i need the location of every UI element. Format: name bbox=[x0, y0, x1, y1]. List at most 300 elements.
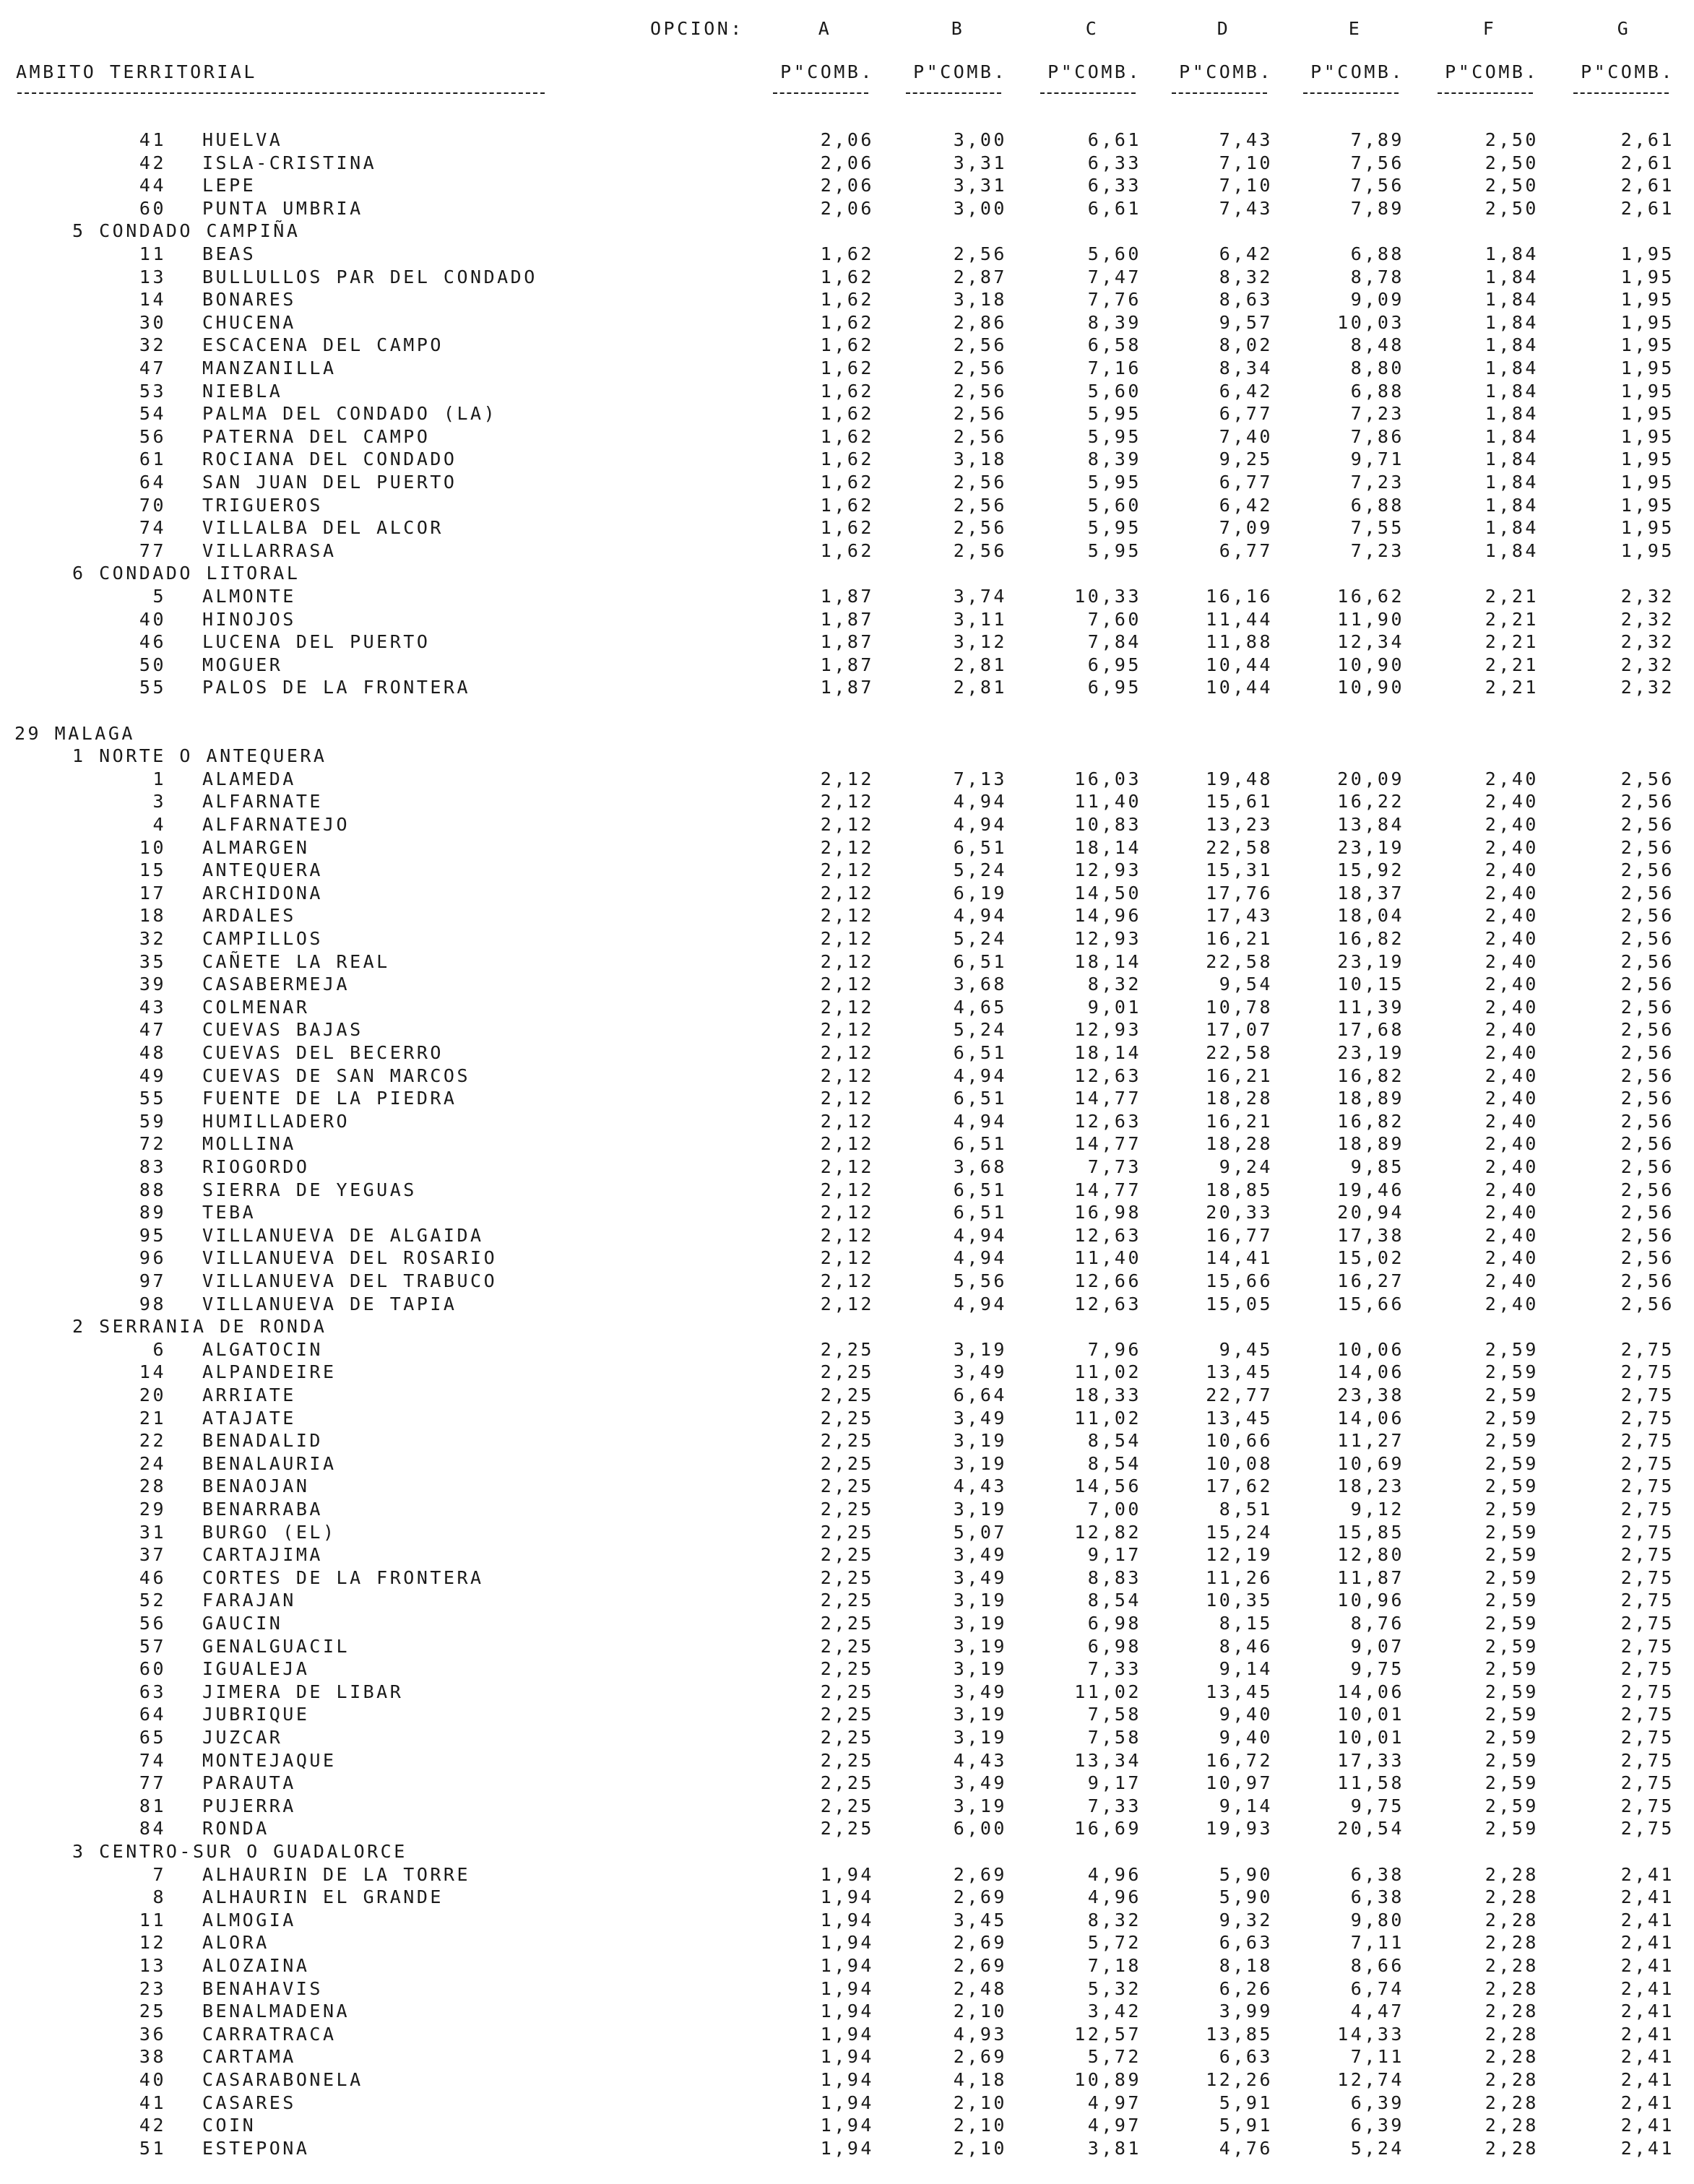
municipality-code: 28 bbox=[139, 1476, 166, 1496]
municipality-name: JIMERA DE LIBAR bbox=[202, 1681, 404, 1702]
value-cell-e: 6,38 bbox=[1350, 1886, 1404, 1907]
value-cell-e: 20,94 bbox=[1337, 1202, 1404, 1223]
value-cell-b: 4,18 bbox=[953, 2069, 1007, 2090]
value-cell-f: 2,40 bbox=[1485, 1179, 1539, 1200]
value-cell-f: 2,59 bbox=[1485, 1613, 1539, 1634]
municipality-code: 55 bbox=[139, 1088, 166, 1109]
municipality-code: 31 bbox=[139, 1522, 166, 1543]
value-cell-b: 3,00 bbox=[953, 198, 1007, 219]
value-cell-g: 2,32 bbox=[1620, 677, 1674, 698]
municipality-name: MOLLINA bbox=[202, 1133, 296, 1154]
value-cell-f: 2,59 bbox=[1485, 1795, 1539, 1816]
value-cell-b: 3,19 bbox=[953, 1795, 1007, 1816]
value-cell-c: 9,01 bbox=[1087, 997, 1141, 1018]
value-cell-e: 7,89 bbox=[1350, 198, 1404, 219]
value-cell-e: 6,74 bbox=[1350, 1978, 1404, 1999]
municipality-code: 74 bbox=[139, 517, 166, 538]
value-cell-a: 2,06 bbox=[820, 198, 874, 219]
municipality-name: ALHAURIN DE LA TORRE bbox=[202, 1864, 471, 1885]
value-cell-d: 6,77 bbox=[1219, 403, 1273, 424]
value-cell-d: 7,09 bbox=[1219, 517, 1273, 538]
value-cell-b: 2,69 bbox=[953, 1886, 1007, 1907]
municipality-name: CARRATRACA bbox=[202, 2024, 337, 2045]
value-cell-c: 13,34 bbox=[1074, 1750, 1141, 1771]
value-cell-f: 2,59 bbox=[1485, 1544, 1539, 1565]
value-cell-c: 5,95 bbox=[1087, 426, 1141, 447]
municipality-code: 50 bbox=[139, 654, 166, 675]
value-cell-b: 4,94 bbox=[953, 905, 1007, 926]
value-cell-d: 10,44 bbox=[1206, 654, 1273, 675]
municipality-name: JUZCAR bbox=[202, 1727, 283, 1748]
value-cell-d: 6,63 bbox=[1219, 2046, 1273, 2067]
municipality-name: BENARRABA bbox=[202, 1499, 323, 1520]
value-cell-a: 2,25 bbox=[820, 1750, 874, 1771]
value-cell-e: 12,34 bbox=[1337, 631, 1404, 652]
value-cell-a: 2,12 bbox=[820, 883, 874, 904]
value-cell-d: 6,77 bbox=[1219, 472, 1273, 493]
value-cell-b: 3,19 bbox=[953, 1499, 1007, 1520]
value-cell-g: 1,95 bbox=[1620, 289, 1674, 310]
value-cell-g: 1,95 bbox=[1620, 472, 1674, 493]
value-cell-d: 8,34 bbox=[1219, 358, 1273, 378]
value-cell-f: 2,59 bbox=[1485, 1636, 1539, 1657]
value-cell-d: 9,40 bbox=[1219, 1727, 1273, 1748]
municipality-code: 81 bbox=[139, 1795, 166, 1816]
value-cell-a: 2,25 bbox=[820, 1818, 874, 1839]
municipality-name: PALMA DEL CONDADO (LA) bbox=[202, 403, 498, 424]
value-cell-e: 10,90 bbox=[1337, 677, 1404, 698]
municipality-name: JUBRIQUE bbox=[202, 1704, 310, 1725]
municipality-code: 41 bbox=[139, 2092, 166, 2113]
value-cell-g: 1,95 bbox=[1620, 540, 1674, 561]
value-cell-f: 2,59 bbox=[1485, 1567, 1539, 1588]
value-cell-g: 2,75 bbox=[1620, 1704, 1674, 1725]
municipality-code: 55 bbox=[139, 677, 166, 698]
value-cell-g: 2,61 bbox=[1620, 152, 1674, 173]
value-cell-f: 2,21 bbox=[1485, 631, 1539, 652]
value-cell-c: 7,00 bbox=[1087, 1499, 1141, 1520]
zone-heading: 1 NORTE O ANTEQUERA bbox=[72, 745, 327, 766]
value-cell-f: 2,40 bbox=[1485, 859, 1539, 880]
municipality-code: 96 bbox=[139, 1247, 166, 1268]
municipality-code: 56 bbox=[139, 426, 166, 447]
value-cell-c: 12,66 bbox=[1074, 1270, 1141, 1291]
ambito-territorial-label: AMBITO TERRITORIAL bbox=[16, 61, 257, 82]
value-cell-b: 7,13 bbox=[953, 768, 1007, 789]
value-cell-c: 7,58 bbox=[1087, 1727, 1141, 1748]
value-cell-e: 16,82 bbox=[1337, 928, 1404, 949]
value-cell-d: 6,42 bbox=[1219, 381, 1273, 402]
municipality-name: LEPE bbox=[202, 175, 256, 196]
value-cell-d: 13,23 bbox=[1206, 814, 1273, 835]
value-cell-f: 2,40 bbox=[1485, 905, 1539, 926]
municipality-name: BONARES bbox=[202, 289, 296, 310]
municipality-name: CARTAJIMA bbox=[202, 1544, 323, 1565]
value-cell-a: 2,12 bbox=[820, 928, 874, 949]
municipality-name: BENADALID bbox=[202, 1430, 323, 1451]
value-cell-e: 11,27 bbox=[1337, 1430, 1404, 1451]
value-cell-c: 11,02 bbox=[1074, 1361, 1141, 1382]
value-cell-f: 2,50 bbox=[1485, 198, 1539, 219]
value-cell-f: 2,40 bbox=[1485, 1111, 1539, 1132]
value-cell-g: 2,56 bbox=[1620, 1156, 1674, 1177]
value-cell-a: 2,12 bbox=[820, 1088, 874, 1109]
value-cell-a: 2,12 bbox=[820, 951, 874, 972]
value-cell-b: 2,48 bbox=[953, 1978, 1007, 1999]
value-cell-e: 7,86 bbox=[1350, 426, 1404, 447]
municipality-name: TRIGUEROS bbox=[202, 495, 323, 516]
municipality-name: CAMPILLOS bbox=[202, 928, 323, 949]
value-cell-f: 2,59 bbox=[1485, 1727, 1539, 1748]
value-cell-b: 3,31 bbox=[953, 175, 1007, 196]
value-cell-g: 2,75 bbox=[1620, 1636, 1674, 1657]
value-cell-g: 2,41 bbox=[1620, 2001, 1674, 2022]
value-cell-c: 12,63 bbox=[1074, 1225, 1141, 1246]
value-cell-b: 3,12 bbox=[953, 631, 1007, 652]
value-cell-f: 2,28 bbox=[1485, 2092, 1539, 2113]
value-cell-c: 9,17 bbox=[1087, 1544, 1141, 1565]
value-cell-f: 2,40 bbox=[1485, 1133, 1539, 1154]
municipality-name: ARDALES bbox=[202, 905, 296, 926]
value-cell-g: 2,56 bbox=[1620, 951, 1674, 972]
value-cell-c: 3,42 bbox=[1087, 2001, 1141, 2022]
value-cell-d: 7,10 bbox=[1219, 175, 1273, 196]
value-cell-e: 7,11 bbox=[1350, 2046, 1404, 2067]
value-cell-a: 1,94 bbox=[820, 2069, 874, 2090]
value-cell-b: 6,00 bbox=[953, 1818, 1007, 1839]
municipality-code: 43 bbox=[139, 997, 166, 1018]
value-cell-c: 5,95 bbox=[1087, 517, 1141, 538]
value-cell-a: 2,12 bbox=[820, 1179, 874, 1200]
municipality-name: GAUCIN bbox=[202, 1613, 283, 1634]
value-cell-e: 10,06 bbox=[1337, 1339, 1404, 1360]
value-cell-c: 9,17 bbox=[1087, 1772, 1141, 1793]
municipality-code: 60 bbox=[139, 1658, 166, 1679]
value-cell-b: 2,56 bbox=[953, 472, 1007, 493]
value-cell-a: 2,25 bbox=[820, 1522, 874, 1543]
value-cell-d: 6,42 bbox=[1219, 495, 1273, 516]
municipality-name: ISLA-CRISTINA bbox=[202, 152, 377, 173]
value-cell-e: 10,69 bbox=[1337, 1453, 1404, 1474]
value-cell-f: 2,59 bbox=[1485, 1522, 1539, 1543]
value-cell-d: 9,14 bbox=[1219, 1795, 1273, 1816]
municipality-name: HINOJOS bbox=[202, 609, 296, 630]
value-cell-c: 7,60 bbox=[1087, 609, 1141, 630]
value-cell-c: 11,40 bbox=[1074, 791, 1141, 812]
value-cell-e: 16,82 bbox=[1337, 1111, 1404, 1132]
municipality-code: 84 bbox=[139, 1818, 166, 1839]
value-cell-e: 6,88 bbox=[1350, 381, 1404, 402]
municipality-code: 39 bbox=[139, 974, 166, 994]
value-cell-g: 1,95 bbox=[1620, 358, 1674, 378]
value-cell-f: 2,59 bbox=[1485, 1339, 1539, 1360]
value-cell-a: 2,12 bbox=[820, 768, 874, 789]
value-cell-a: 2,25 bbox=[820, 1704, 874, 1725]
municipality-name: CUEVAS DE SAN MARCOS bbox=[202, 1065, 471, 1086]
value-cell-e: 16,22 bbox=[1337, 791, 1404, 812]
value-cell-b: 3,18 bbox=[953, 448, 1007, 469]
value-cell-d: 11,44 bbox=[1206, 609, 1273, 630]
value-cell-g: 1,95 bbox=[1620, 403, 1674, 424]
municipality-name: ALMARGEN bbox=[202, 837, 310, 858]
value-cell-g: 2,41 bbox=[1620, 2069, 1674, 2090]
value-cell-e: 9,07 bbox=[1350, 1636, 1404, 1657]
municipality-code: 3 bbox=[152, 791, 166, 812]
value-cell-e: 9,09 bbox=[1350, 289, 1404, 310]
value-cell-f: 2,28 bbox=[1485, 2138, 1539, 2159]
value-cell-f: 2,40 bbox=[1485, 1019, 1539, 1040]
value-cell-e: 16,62 bbox=[1337, 586, 1404, 607]
value-cell-e: 12,80 bbox=[1337, 1544, 1404, 1565]
value-cell-c: 5,32 bbox=[1087, 1978, 1141, 1999]
municipality-code: 29 bbox=[139, 1499, 166, 1520]
value-cell-e: 8,78 bbox=[1350, 266, 1404, 287]
value-cell-d: 17,76 bbox=[1206, 883, 1273, 904]
municipality-name: ARRIATE bbox=[202, 1384, 296, 1405]
value-cell-b: 2,56 bbox=[953, 403, 1007, 424]
value-cell-d: 16,21 bbox=[1206, 928, 1273, 949]
value-cell-e: 9,12 bbox=[1350, 1499, 1404, 1520]
value-cell-b: 2,87 bbox=[953, 266, 1007, 287]
municipality-name: VILLANUEVA DEL TRABUCO bbox=[202, 1270, 498, 1291]
value-cell-f: 2,40 bbox=[1485, 1270, 1539, 1291]
value-cell-f: 2,59 bbox=[1485, 1361, 1539, 1382]
value-cell-a: 1,62 bbox=[820, 358, 874, 378]
value-cell-c: 14,50 bbox=[1074, 883, 1141, 904]
value-cell-b: 3,18 bbox=[953, 289, 1007, 310]
value-cell-g: 2,56 bbox=[1620, 974, 1674, 994]
municipality-name: PARAUTA bbox=[202, 1772, 296, 1793]
value-cell-e: 17,33 bbox=[1337, 1750, 1404, 1771]
municipality-code: 53 bbox=[139, 381, 166, 402]
municipality-code: 32 bbox=[139, 928, 166, 949]
value-cell-g: 2,41 bbox=[1620, 2046, 1674, 2067]
value-cell-f: 2,50 bbox=[1485, 175, 1539, 196]
municipality-code: 56 bbox=[139, 1613, 166, 1634]
value-cell-a: 2,12 bbox=[820, 1225, 874, 1246]
value-cell-b: 3,19 bbox=[953, 1590, 1007, 1611]
value-cell-g: 1,95 bbox=[1620, 381, 1674, 402]
value-cell-g: 2,56 bbox=[1620, 1111, 1674, 1132]
value-cell-b: 2,56 bbox=[953, 334, 1007, 355]
value-cell-e: 6,88 bbox=[1350, 495, 1404, 516]
value-cell-f: 2,59 bbox=[1485, 1750, 1539, 1771]
column-subheader: P"COMB. bbox=[1310, 61, 1404, 82]
value-cell-g: 2,56 bbox=[1620, 1270, 1674, 1291]
value-cell-e: 18,04 bbox=[1337, 905, 1404, 926]
value-cell-b: 3,19 bbox=[953, 1658, 1007, 1679]
value-cell-f: 2,40 bbox=[1485, 1065, 1539, 1086]
municipality-code: 44 bbox=[139, 175, 166, 196]
value-cell-b: 6,51 bbox=[953, 1202, 1007, 1223]
value-cell-a: 1,87 bbox=[820, 631, 874, 652]
value-cell-b: 3,68 bbox=[953, 1156, 1007, 1177]
value-cell-a: 2,12 bbox=[820, 905, 874, 926]
value-cell-g: 2,56 bbox=[1620, 1225, 1674, 1246]
value-cell-d: 8,46 bbox=[1219, 1636, 1273, 1657]
value-cell-f: 1,84 bbox=[1485, 472, 1539, 493]
value-cell-g: 2,75 bbox=[1620, 1544, 1674, 1565]
value-cell-e: 6,39 bbox=[1350, 2092, 1404, 2113]
value-cell-d: 18,28 bbox=[1206, 1088, 1273, 1109]
column-letter-b: B bbox=[951, 18, 965, 39]
value-cell-g: 2,56 bbox=[1620, 1294, 1674, 1314]
municipality-name: HUELVA bbox=[202, 129, 283, 150]
value-cell-g: 2,75 bbox=[1620, 1384, 1674, 1405]
municipality-name: ATAJATE bbox=[202, 1408, 296, 1429]
value-cell-d: 10,08 bbox=[1206, 1453, 1273, 1474]
value-cell-c: 8,39 bbox=[1087, 448, 1141, 469]
value-cell-a: 2,12 bbox=[820, 837, 874, 858]
value-cell-e: 8,48 bbox=[1350, 334, 1404, 355]
value-cell-c: 11,02 bbox=[1074, 1681, 1141, 1702]
value-cell-b: 2,81 bbox=[953, 654, 1007, 675]
municipality-code: 15 bbox=[139, 859, 166, 880]
value-cell-c: 8,32 bbox=[1087, 974, 1141, 994]
value-cell-c: 11,02 bbox=[1074, 1408, 1141, 1429]
value-cell-g: 2,75 bbox=[1620, 1818, 1674, 1839]
value-cell-g: 2,56 bbox=[1620, 791, 1674, 812]
value-cell-b: 3,19 bbox=[953, 1613, 1007, 1634]
municipality-code: 36 bbox=[139, 2024, 166, 2045]
value-cell-c: 6,58 bbox=[1087, 334, 1141, 355]
municipality-code: 25 bbox=[139, 2001, 166, 2022]
municipality-name: COLMENAR bbox=[202, 997, 310, 1018]
municipality-code: 46 bbox=[139, 631, 166, 652]
value-cell-c: 6,98 bbox=[1087, 1613, 1141, 1634]
value-cell-d: 22,58 bbox=[1206, 837, 1273, 858]
value-cell-c: 7,73 bbox=[1087, 1156, 1141, 1177]
value-cell-d: 11,88 bbox=[1206, 631, 1273, 652]
municipality-code: 10 bbox=[139, 837, 166, 858]
value-cell-b: 3,00 bbox=[953, 129, 1007, 150]
municipality-code: 77 bbox=[139, 1772, 166, 1793]
value-cell-e: 10,01 bbox=[1337, 1704, 1404, 1725]
value-cell-a: 1,94 bbox=[820, 1955, 874, 1976]
column-letter-e: E bbox=[1348, 18, 1362, 39]
municipality-name: PALOS DE LA FRONTERA bbox=[202, 677, 471, 698]
municipality-code: 60 bbox=[139, 198, 166, 219]
municipality-name: BULLULLOS PAR DEL CONDADO bbox=[202, 266, 537, 287]
value-cell-a: 2,06 bbox=[820, 175, 874, 196]
value-cell-f: 2,40 bbox=[1485, 814, 1539, 835]
value-cell-d: 10,97 bbox=[1206, 1772, 1273, 1793]
value-cell-a: 1,94 bbox=[820, 1978, 874, 1999]
value-cell-d: 10,66 bbox=[1206, 1430, 1273, 1451]
municipality-name: ALMONTE bbox=[202, 586, 296, 607]
value-cell-d: 8,18 bbox=[1219, 1955, 1273, 1976]
value-cell-f: 2,40 bbox=[1485, 928, 1539, 949]
value-cell-a: 2,25 bbox=[820, 1772, 874, 1793]
value-cell-d: 5,91 bbox=[1219, 2092, 1273, 2113]
value-cell-e: 15,66 bbox=[1337, 1294, 1404, 1314]
value-cell-f: 2,40 bbox=[1485, 1088, 1539, 1109]
value-cell-g: 2,56 bbox=[1620, 1202, 1674, 1223]
municipality-code: 83 bbox=[139, 1156, 166, 1177]
value-cell-f: 2,28 bbox=[1485, 1978, 1539, 1999]
value-cell-g: 1,95 bbox=[1620, 243, 1674, 264]
value-cell-b: 4,94 bbox=[953, 1065, 1007, 1086]
value-cell-b: 6,51 bbox=[953, 1042, 1007, 1063]
value-cell-d: 8,02 bbox=[1219, 334, 1273, 355]
value-cell-c: 7,76 bbox=[1087, 289, 1141, 310]
municipality-code: 64 bbox=[139, 472, 166, 493]
municipality-name: BURGO (EL) bbox=[202, 1522, 337, 1543]
value-cell-f: 1,84 bbox=[1485, 266, 1539, 287]
value-cell-e: 7,56 bbox=[1350, 175, 1404, 196]
value-cell-d: 9,54 bbox=[1219, 974, 1273, 994]
value-cell-b: 4,43 bbox=[953, 1476, 1007, 1496]
value-cell-g: 1,95 bbox=[1620, 426, 1674, 447]
value-cell-c: 6,33 bbox=[1087, 175, 1141, 196]
value-cell-f: 2,40 bbox=[1485, 1156, 1539, 1177]
municipality-name: VILLANUEVA DEL ROSARIO bbox=[202, 1247, 498, 1268]
municipality-name: BENAHAVIS bbox=[202, 1978, 323, 1999]
municipality-code: 12 bbox=[139, 1932, 166, 1953]
value-cell-a: 2,12 bbox=[820, 791, 874, 812]
value-cell-a: 2,12 bbox=[820, 1270, 874, 1291]
value-cell-d: 19,48 bbox=[1206, 768, 1273, 789]
value-cell-b: 3,11 bbox=[953, 609, 1007, 630]
value-cell-c: 6,95 bbox=[1087, 677, 1141, 698]
municipality-name: MANZANILLA bbox=[202, 358, 337, 378]
value-cell-c: 6,98 bbox=[1087, 1636, 1141, 1657]
value-cell-d: 12,19 bbox=[1206, 1544, 1273, 1565]
value-cell-c: 18,14 bbox=[1074, 837, 1141, 858]
value-cell-a: 1,62 bbox=[820, 289, 874, 310]
value-cell-f: 2,40 bbox=[1485, 1042, 1539, 1063]
value-cell-f: 2,21 bbox=[1485, 654, 1539, 675]
value-cell-c: 7,33 bbox=[1087, 1658, 1141, 1679]
value-cell-e: 13,84 bbox=[1337, 814, 1404, 835]
municipality-name: CASARES bbox=[202, 2092, 296, 2113]
value-cell-d: 22,58 bbox=[1206, 951, 1273, 972]
municipality-code: 20 bbox=[139, 1384, 166, 1405]
value-cell-f: 2,21 bbox=[1485, 609, 1539, 630]
value-cell-a: 2,25 bbox=[820, 1590, 874, 1611]
value-cell-b: 2,10 bbox=[953, 2138, 1007, 2159]
municipality-name: ALGATOCIN bbox=[202, 1339, 323, 1360]
municipality-name: ALOZAINA bbox=[202, 1955, 310, 1976]
value-cell-b: 5,24 bbox=[953, 928, 1007, 949]
municipality-code: 13 bbox=[139, 1955, 166, 1976]
value-cell-g: 2,56 bbox=[1620, 1019, 1674, 1040]
value-cell-a: 1,94 bbox=[820, 1864, 874, 1885]
value-cell-c: 12,63 bbox=[1074, 1065, 1141, 1086]
value-cell-b: 3,19 bbox=[953, 1704, 1007, 1725]
value-cell-a: 1,62 bbox=[820, 517, 874, 538]
value-cell-d: 16,72 bbox=[1206, 1750, 1273, 1771]
value-cell-b: 2,10 bbox=[953, 2001, 1007, 2022]
value-cell-d: 8,32 bbox=[1219, 266, 1273, 287]
column-letter-c: C bbox=[1085, 18, 1099, 39]
value-cell-e: 17,38 bbox=[1337, 1225, 1404, 1246]
value-cell-a: 1,94 bbox=[820, 1886, 874, 1907]
value-cell-d: 8,15 bbox=[1219, 1613, 1273, 1634]
value-cell-e: 7,55 bbox=[1350, 517, 1404, 538]
value-cell-c: 4,97 bbox=[1087, 2115, 1141, 2136]
value-cell-a: 1,62 bbox=[820, 448, 874, 469]
value-cell-e: 23,19 bbox=[1337, 1042, 1404, 1063]
value-cell-b: 2,10 bbox=[953, 2092, 1007, 2113]
value-cell-b: 5,56 bbox=[953, 1270, 1007, 1291]
value-cell-c: 8,54 bbox=[1087, 1430, 1141, 1451]
value-cell-b: 6,51 bbox=[953, 1088, 1007, 1109]
value-cell-d: 9,57 bbox=[1219, 312, 1273, 333]
value-cell-d: 10,35 bbox=[1206, 1590, 1273, 1611]
value-cell-e: 19,46 bbox=[1337, 1179, 1404, 1200]
value-cell-d: 18,85 bbox=[1206, 1179, 1273, 1200]
